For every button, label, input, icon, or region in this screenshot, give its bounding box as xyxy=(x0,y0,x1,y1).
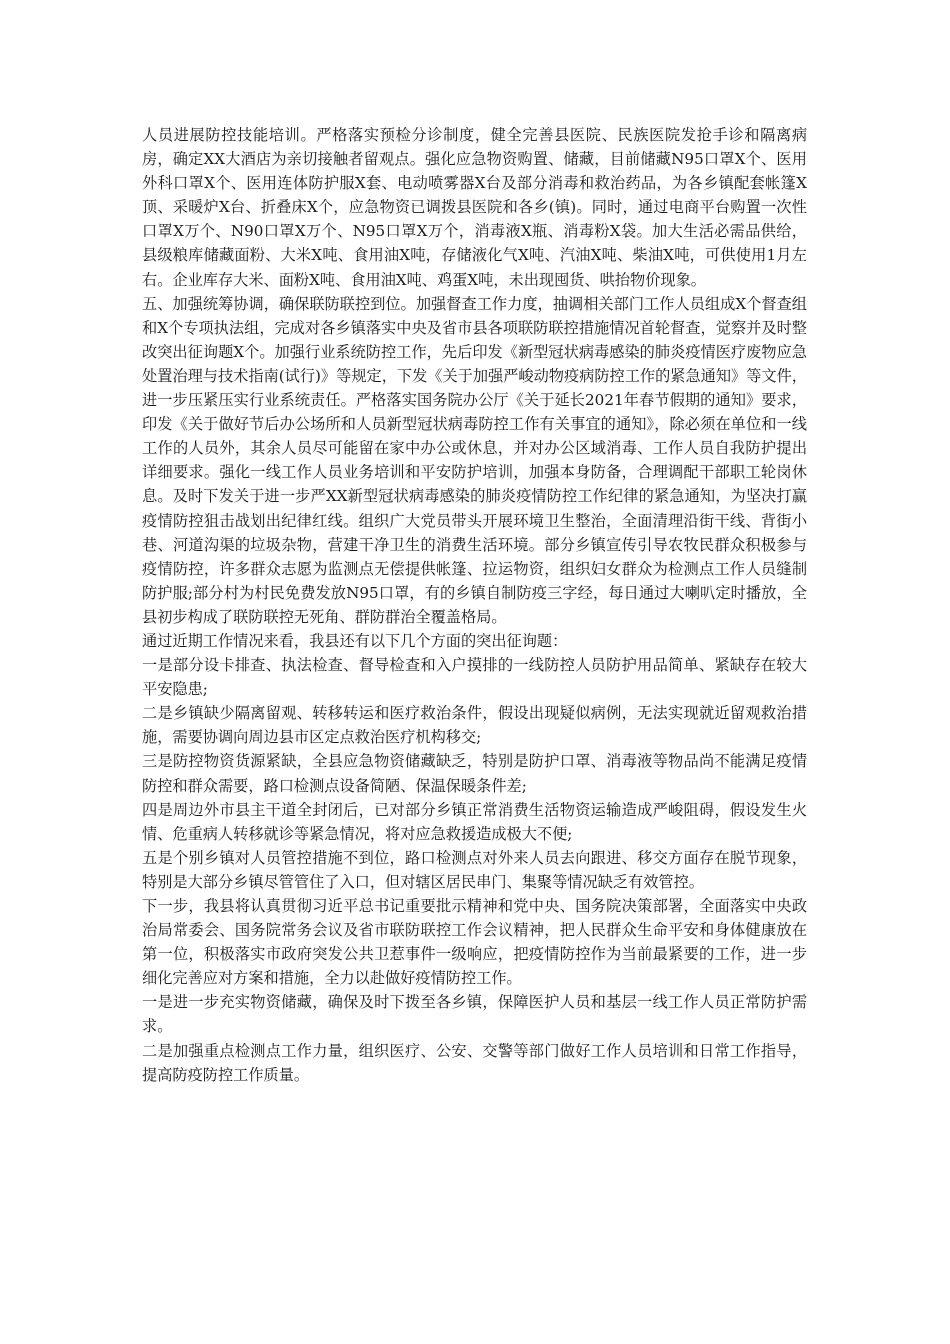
paragraph-problems-intro: 通过近期工作情况来看，我县还有以下几个方面的突出征询题： xyxy=(142,631,568,650)
paragraph-problem-1: 一是部分设卡排查、执法检查、督导检查和入户摸排的一线防控人员防护用品简单、紧缺存在较大平安隐患; xyxy=(142,656,807,699)
paragraph-step-2: 二是加强重点检测点工作力量，组织医疗、公安、交警等部门做好工作人员培训和日常工作指导，提高防疫防控工作质量。 xyxy=(142,1041,807,1084)
paragraph-supplies: 人员进展防控技能培训。严格落实预检分诊制度，健全完善县医院、民族医院发抢手诊和隔离病房，确定XX大酒店为亲切接触者留观点。强化应急物资购置、储藏，目前储藏N95口罩X个、医用外科口罩X个、医用连体防护服X套、电动喷雾器X台及部分消毒和救治药品，为各乡镇配套帐篷X顶、采暖炉X台、折叠床X个，应急物资已调拨县医院和各乡(镇)。同时，通过电商平台购置一次性口罩X万个、N90口罩X万个、N95口罩X万个，消毒液X瓶、消毒粉X袋。加大生活必需品供给，县级粮库储藏面粉、大米X吨、食用油X吨，存储液化气X吨、汽油X吨、柴油X吨，可供使用1月左右。企业库存大米、面粉X吨、食用油X吨、鸡蛋X吨，未出现囤货、哄抬物价现象。 xyxy=(142,126,807,289)
paragraph-step-1: 一是进一步充实物资储藏，确保及时下拨至各乡镇，保障医护人员和基层一线工作人员正常防护需求。 xyxy=(142,993,807,1036)
paragraph-problem-2: 二是乡镇缺少隔离留观、转移转运和医疗救治条件，假设出现疑似病例，无法实现就近留观救治措施，需要协调向周边县市区定点救治医疗机构移交; xyxy=(142,704,807,747)
paragraph-next-steps: 下一步，我县将认真贯彻习近平总书记重要批示精神和党中央、国务院决策部署，全面落实中央政治局常委会、国务院常务会议及省市联防联控工作会议精神，把人民群众生命平安和身体健康放在第一位，积极落实市政府突发公共卫惹事件一级响应，把疫情防控作为当前最紧要的工作，进一步细化完善应对方案和措施，全力以赴做好疫情防控工作。 xyxy=(142,897,807,988)
paragraph-coordination: 五、加强统筹协调，确保联防联控到位。加强督查工作力度，抽调相关部门工作人员组成X个督查组和X个专项执法组，完成对各乡镇落实中央及省市县各项联防联控措施情况首轮督查，觉察并及时整改突出征询题X个。加强行业系统防控工作，先后印发《新型冠状病毒感染的肺炎疫情医疗废物应急处置治理与技术指南(试行)》等规定，下发《关于加强严峻动物疫病防控工作的紧急通知》等文件，进一步压紧压实行业系统责任。严格落实国务院办公厅《关于延长2021年春节假期的通知》要求，印发《关于做好节后办公场所和人员新型冠状病毒防控工作有关事宜的通知》，除必须在单位和一线工作的人员外，其余人员尽可能留在家中办公或休息，并对办公区域消毒、工作人员自我防护提出详细要求。强化一线工作人员业务培训和平安防护培训，加强本身防备，合理调配干部职工轮岗休息。及时下发关于进一步严XX新型冠状病毒感染的肺炎疫情防控工作纪律的紧急通知，为坚决打赢疫情防控狙击战划出纪律红线。组织广大党员带头开展环境卫生整治，全面清理沿街干线、背街小巷、河道沟渠的垃圾杂物，营建干净卫生的消费生活环境。部分乡镇宣传引导农牧民群众积极参与疫情防控，许多群众志愿为监测点无偿提供帐篷、拉运物资，组织妇女群众为检测点工作人员缝制防护服;部分村为村民免费发放N95口罩，有的乡镇自制防疫三字经，每日通过大喇叭定时播放，全县初步构成了联防联控无死角、群防群治全覆盖格局。 xyxy=(142,294,807,626)
paragraph-problem-3: 三是防控物资货源紧缺，全县应急物资储藏缺乏，特别是防护口罩、消毒液等物品尚不能满足疫情防控和群众需要，路口检测点设备简陋、保温保暖条件差; xyxy=(142,752,807,795)
paragraph-problem-4: 四是周边外市县主干道全封闭后，已对部分乡镇正常消费生活物资运输造成严峻阻碍，假设发生火情、危重病人转移就诊等紧急情况，将对应急救援造成极大不便; xyxy=(142,800,807,843)
paragraph-problem-5: 五是个别乡镇对人员管控措施不到位，路口检测点对外来人员去向跟进、移交方面存在脱节现象，特别是大部分乡镇尽管管住了入口，但对辖区居民串门、集聚等情况缺乏有效管控。 xyxy=(142,848,807,891)
document-body xyxy=(142,123,807,1087)
